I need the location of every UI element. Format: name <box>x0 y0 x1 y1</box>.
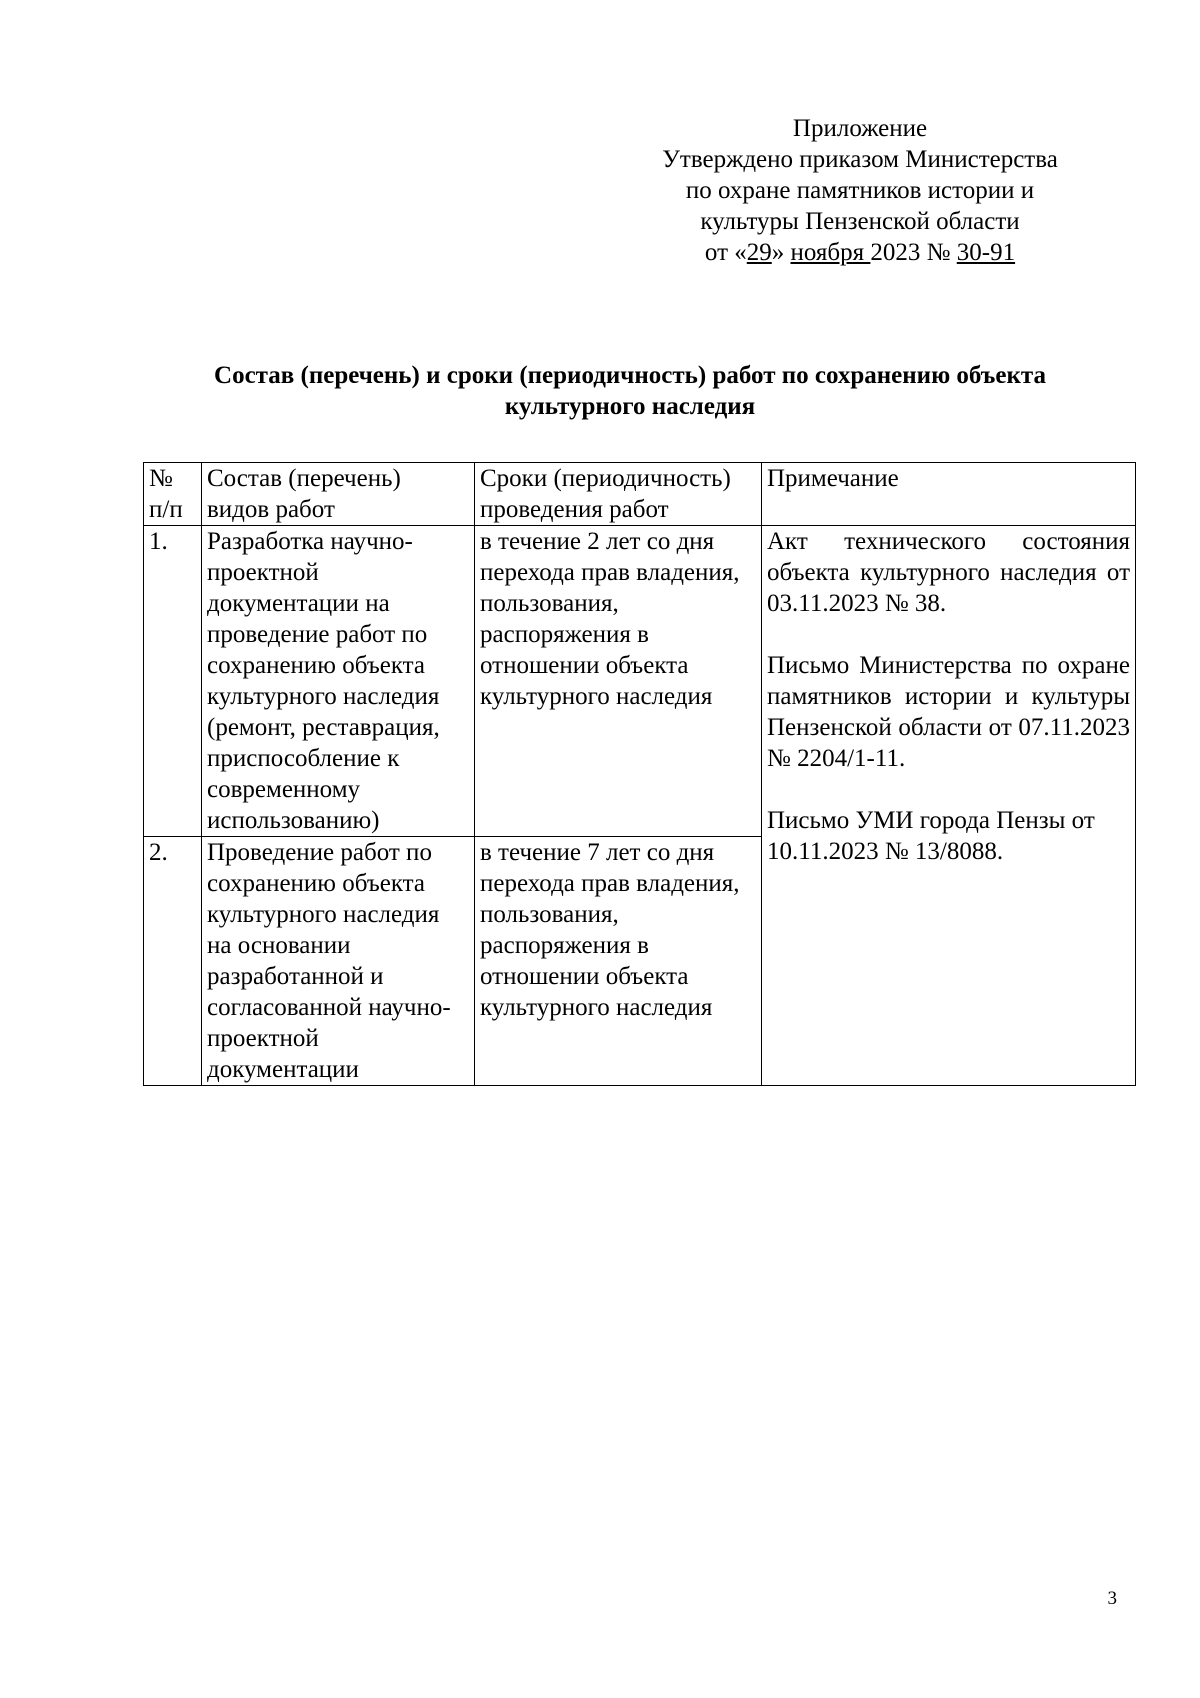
order-number: 30-91 <box>956 239 1016 266</box>
ministry-line: по охране памятников истории и <box>685 177 1035 204</box>
works-table <box>143 462 1136 1086</box>
date-month: ноября <box>790 239 871 266</box>
row-composition: Проведение работ по сохранению объекта культурного наследия на основании разработанной и согласованной научно-проектной документации <box>202 837 475 1086</box>
header-number-symbol: № <box>149 465 173 492</box>
table-header-row <box>144 463 1136 526</box>
note-act: Акт технического состояния объекта культурного наследия от 03.11.2023 № 38. <box>767 528 1130 617</box>
date-day: 29 <box>746 239 772 266</box>
appendix-label: Приложение <box>792 115 928 142</box>
header-number-abbr: п/п <box>149 496 183 523</box>
table-row <box>144 526 1136 837</box>
title-line-1: Состав (перечень) и сроки (периодичность) работ по сохранению объекта <box>214 362 1046 389</box>
order-date-line <box>600 237 1120 268</box>
note-umi-letter: Письмо УМИ города Пензы от 10.11.2023 № 13/8088. <box>767 807 1095 865</box>
note-cell <box>762 526 1136 1086</box>
header-composition: Состав (перечень) видов работ <box>202 463 475 526</box>
header-terms: Сроки (периодичность) проведения работ <box>475 463 762 526</box>
row-terms: в течение 7 лет со дня перехода прав владения, пользования, распоряжения в отношении объекта культурного наследия <box>475 837 762 1086</box>
date-sep: » <box>771 239 791 266</box>
header-number <box>144 463 202 526</box>
date-prefix: от « <box>704 239 747 266</box>
region-line: культуры Пензенской области <box>700 208 1020 235</box>
row-number: 1. <box>144 526 202 837</box>
title-line-2: культурного наследия <box>504 393 756 420</box>
date-year: 2023 № <box>870 239 957 266</box>
header-note: Примечание <box>762 463 1136 526</box>
note-ministry-letter: Письмо Министерства по охране памятников истории и культуры Пензенской области от 07.11.2023 № 2204/1-11. <box>767 652 1130 772</box>
document-title <box>120 360 1140 422</box>
approved-by-line: Утверждено приказом Министерства <box>662 146 1058 173</box>
page-number: 3 <box>1107 1588 1117 1609</box>
approval-block <box>600 113 1120 268</box>
row-composition: Разработка научно-проектной документации на проведение работ по сохранению объекта культурного наследия (ремонт, реставрация, приспособление к современному использованию) <box>202 526 475 837</box>
row-number: 2. <box>144 837 202 1086</box>
row-terms: в течение 2 лет со дня перехода прав владения, пользования, распоряжения в отношении объекта культурного наследия <box>475 526 762 837</box>
